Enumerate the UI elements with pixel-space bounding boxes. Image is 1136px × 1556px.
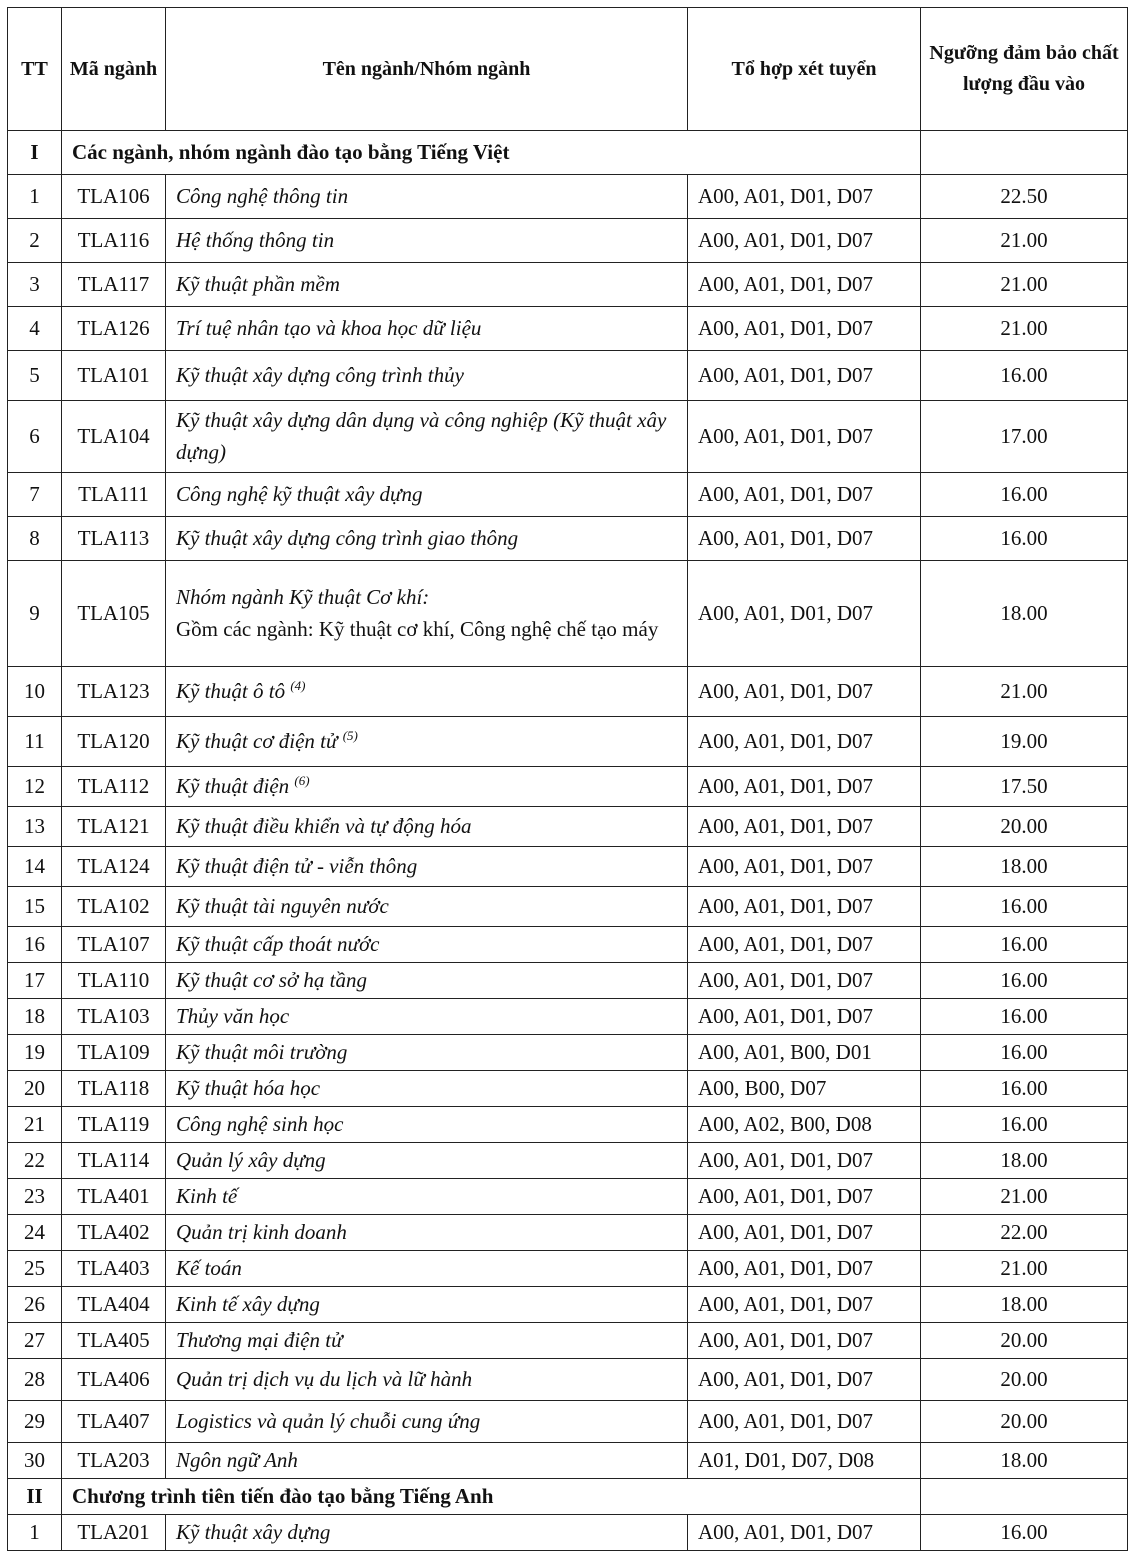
row-number: 1 (8, 1515, 62, 1551)
table-row (8, 1107, 1128, 1143)
major-name: Kỹ thuật xây dựng (176, 1519, 331, 1544)
table-row (8, 1143, 1128, 1179)
subject-combination: A00, A01, D01, D07 (688, 175, 921, 219)
subject-combination: A00, A01, D01, D07 (688, 667, 921, 717)
table-row (8, 999, 1128, 1035)
threshold-score: 21.00 (921, 219, 1128, 263)
major-name: Thương mại điện tử (176, 1327, 343, 1352)
subject-combination: A00, A02, B00, D08 (688, 1107, 921, 1143)
major-code: TLA403 (62, 1251, 166, 1287)
section-number: II (8, 1479, 62, 1515)
threshold-score: 16.00 (921, 927, 1128, 963)
subject-combination: A00, A01, D01, D07 (688, 887, 921, 927)
major-name: Kế toán (176, 1255, 242, 1280)
major-name: Kinh tế (176, 1183, 238, 1208)
major-name-cell (166, 1287, 688, 1323)
row-number: 29 (8, 1401, 62, 1443)
major-name: Kỹ thuật xây dựng công trình giao thông (176, 525, 519, 550)
threshold-score: 20.00 (921, 1323, 1128, 1359)
row-number: 28 (8, 1359, 62, 1401)
major-name-cell (166, 1179, 688, 1215)
table-row (8, 351, 1128, 401)
major-name-cell (166, 847, 688, 887)
row-number: 16 (8, 927, 62, 963)
major-name-cell (166, 175, 688, 219)
threshold-score: 16.00 (921, 1071, 1128, 1107)
major-code: TLA114 (62, 1143, 166, 1179)
major-name-cell (166, 1443, 688, 1479)
major-name-cell (166, 351, 688, 401)
row-number: 22 (8, 1143, 62, 1179)
table-row (8, 1401, 1128, 1443)
major-code: TLA112 (62, 767, 166, 807)
major-code: TLA102 (62, 887, 166, 927)
subject-combination: A00, A01, D01, D07 (688, 847, 921, 887)
threshold-score: 18.00 (921, 1287, 1128, 1323)
major-name: Kỹ thuật điện tử - viễn thông (176, 853, 418, 878)
major-name-cell (166, 887, 688, 927)
threshold-score: 18.00 (921, 847, 1128, 887)
subject-combination: A00, B00, D07 (688, 1071, 921, 1107)
table-row (8, 307, 1128, 351)
table-row (8, 1515, 1128, 1551)
table-row (8, 1179, 1128, 1215)
subject-combination: A00, A01, D01, D07 (688, 307, 921, 351)
major-name: Kỹ thuật xây dựng công trình thủy (176, 362, 464, 387)
major-name: Công nghệ sinh học (176, 1111, 344, 1136)
row-number: 20 (8, 1071, 62, 1107)
major-code: TLA404 (62, 1287, 166, 1323)
subject-combination: A00, A01, D01, D07 (688, 517, 921, 561)
major-code: TLA104 (62, 401, 166, 473)
major-name-cell (166, 767, 688, 807)
major-code: TLA406 (62, 1359, 166, 1401)
major-name-cell (166, 667, 688, 717)
threshold-score: 19.00 (921, 717, 1128, 767)
major-name: Kỹ thuật cơ điện tử (176, 728, 338, 753)
major-code: TLA109 (62, 1035, 166, 1071)
major-name-cell (166, 219, 688, 263)
table-row (8, 1443, 1128, 1479)
major-name: Kinh tế xây dựng (176, 1291, 320, 1316)
major-name: Kỹ thuật hóa học (176, 1075, 321, 1100)
major-name-cell (166, 1215, 688, 1251)
threshold-score: 18.00 (921, 1443, 1128, 1479)
major-name: Kỹ thuật ô tô (176, 678, 286, 703)
table-row (8, 847, 1128, 887)
major-code: TLA120 (62, 717, 166, 767)
major-name-detail: Gồm các ngành: Kỹ thuật cơ khí, Công nghệ chế tạo máy (176, 616, 659, 641)
subject-combination: A01, D01, D07, D08 (688, 1443, 921, 1479)
row-number: 3 (8, 263, 62, 307)
major-name: Thủy văn học (176, 1003, 290, 1028)
major-name-cell (166, 307, 688, 351)
major-name: Ngôn ngữ Anh (176, 1447, 298, 1472)
table-row (8, 175, 1128, 219)
major-name-cell (166, 1107, 688, 1143)
major-name-cell (166, 1323, 688, 1359)
major-name-cell (166, 717, 688, 767)
header-score: Ngưỡng đảm bảo chất lượng đầu vào (921, 8, 1128, 131)
major-code: TLA103 (62, 999, 166, 1035)
major-code: TLA126 (62, 307, 166, 351)
subject-combination: A00, A01, D01, D07 (688, 561, 921, 667)
subject-combination: A00, A01, D01, D07 (688, 807, 921, 847)
major-code: TLA107 (62, 927, 166, 963)
major-name: Kỹ thuật xây dựng dân dụng và công nghiệp (Kỹ thuật xây dựng) (176, 408, 667, 464)
subject-combination: A00, A01, D01, D07 (688, 401, 921, 473)
footnote-marker: (4) (290, 677, 306, 693)
threshold-score: 21.00 (921, 1179, 1128, 1215)
major-name: Quản trị dịch vụ du lịch và lữ hành (176, 1366, 473, 1391)
threshold-score: 16.00 (921, 517, 1128, 561)
major-name-cell (166, 561, 688, 667)
table-row (8, 1071, 1128, 1107)
section-title: Chương trình tiên tiến đào tạo bằng Tiếng Anh (62, 1479, 921, 1515)
header-name: Tên ngành/Nhóm ngành (166, 8, 688, 131)
major-name: Trí tuệ nhân tạo và khoa học dữ liệu (176, 315, 482, 340)
threshold-score: 16.00 (921, 999, 1128, 1035)
major-name-cell (166, 263, 688, 307)
major-name-cell (166, 1401, 688, 1443)
threshold-score: 20.00 (921, 807, 1128, 847)
threshold-score: 20.00 (921, 1401, 1128, 1443)
threshold-score: 20.00 (921, 1359, 1128, 1401)
row-number: 25 (8, 1251, 62, 1287)
section-number: I (8, 131, 62, 175)
threshold-score: 21.00 (921, 307, 1128, 351)
subject-combination: A00, A01, D01, D07 (688, 717, 921, 767)
major-name-cell (166, 963, 688, 999)
row-number: 9 (8, 561, 62, 667)
major-code: TLA124 (62, 847, 166, 887)
threshold-score: 17.00 (921, 401, 1128, 473)
subject-combination: A00, A01, D01, D07 (688, 1179, 921, 1215)
table-row (8, 1287, 1128, 1323)
threshold-score: 16.00 (921, 1107, 1128, 1143)
admission-threshold-table (7, 7, 1128, 1551)
subject-combination: A00, A01, D01, D07 (688, 1515, 921, 1551)
row-number: 12 (8, 767, 62, 807)
major-name: Kỹ thuật điều khiển và tự động hóa (176, 813, 472, 838)
major-code: TLA123 (62, 667, 166, 717)
major-name-cell (166, 473, 688, 517)
major-code: TLA119 (62, 1107, 166, 1143)
major-name-cell (166, 1035, 688, 1071)
subject-combination: A00, A01, D01, D07 (688, 927, 921, 963)
row-number: 5 (8, 351, 62, 401)
major-name: Kỹ thuật điện (176, 773, 290, 798)
major-code: TLA117 (62, 263, 166, 307)
major-code: TLA111 (62, 473, 166, 517)
subject-combination: A00, A01, D01, D07 (688, 1215, 921, 1251)
subject-combination: A00, A01, D01, D07 (688, 1401, 921, 1443)
major-code: TLA121 (62, 807, 166, 847)
table-row (8, 717, 1128, 767)
header-code: Mã ngành (62, 8, 166, 131)
table-row (8, 263, 1128, 307)
header-row (8, 8, 1128, 131)
subject-combination: A00, A01, D01, D07 (688, 473, 921, 517)
table-row (8, 927, 1128, 963)
row-number: 1 (8, 175, 62, 219)
table-row (8, 401, 1128, 473)
row-number: 17 (8, 963, 62, 999)
major-name-cell (166, 927, 688, 963)
table-row (8, 1251, 1128, 1287)
major-name: Quản lý xây dựng (176, 1147, 326, 1172)
row-number: 6 (8, 401, 62, 473)
major-code: TLA106 (62, 175, 166, 219)
row-number: 24 (8, 1215, 62, 1251)
table-row (8, 561, 1128, 667)
major-name-cell (166, 517, 688, 561)
table-row (8, 1035, 1128, 1071)
table-row (8, 667, 1128, 717)
table-body (8, 131, 1128, 1551)
section-row (8, 1479, 1128, 1515)
header-tt: TT (8, 8, 62, 131)
table-row (8, 1215, 1128, 1251)
major-name-cell (166, 999, 688, 1035)
threshold-score: 16.00 (921, 887, 1128, 927)
major-code: TLA201 (62, 1515, 166, 1551)
subject-combination: A00, A01, D01, D07 (688, 1359, 921, 1401)
threshold-score: 16.00 (921, 963, 1128, 999)
row-number: 30 (8, 1443, 62, 1479)
subject-combination: A00, A01, D01, D07 (688, 963, 921, 999)
major-code: TLA113 (62, 517, 166, 561)
table-row (8, 963, 1128, 999)
major-name-cell (166, 1515, 688, 1551)
major-code: TLA401 (62, 1179, 166, 1215)
table-row (8, 1359, 1128, 1401)
major-name: Kỹ thuật phần mềm (176, 271, 340, 296)
major-name: Công nghệ kỹ thuật xây dựng (176, 481, 423, 506)
threshold-score: 22.50 (921, 175, 1128, 219)
major-code: TLA402 (62, 1215, 166, 1251)
subject-combination: A00, A01, B00, D01 (688, 1035, 921, 1071)
major-code: TLA407 (62, 1401, 166, 1443)
major-name-cell (166, 807, 688, 847)
section-empty-cell (921, 131, 1128, 175)
major-name: Nhóm ngành Kỹ thuật Cơ khí: (176, 585, 430, 609)
row-number: 21 (8, 1107, 62, 1143)
major-name-cell (166, 1071, 688, 1107)
threshold-score: 16.00 (921, 351, 1128, 401)
header-combo: Tổ hợp xét tuyển (688, 8, 921, 131)
section-row (8, 131, 1128, 175)
subject-combination: A00, A01, D01, D07 (688, 1143, 921, 1179)
threshold-score: 22.00 (921, 1215, 1128, 1251)
major-code: TLA116 (62, 219, 166, 263)
major-name: Logistics và quản lý chuỗi cung ứng (176, 1408, 481, 1433)
subject-combination: A00, A01, D01, D07 (688, 219, 921, 263)
row-number: 7 (8, 473, 62, 517)
row-number: 10 (8, 667, 62, 717)
major-code: TLA405 (62, 1323, 166, 1359)
table-row (8, 887, 1128, 927)
row-number: 15 (8, 887, 62, 927)
threshold-score: 18.00 (921, 1143, 1128, 1179)
row-number: 23 (8, 1179, 62, 1215)
subject-combination: A00, A01, D01, D07 (688, 1287, 921, 1323)
threshold-score: 21.00 (921, 263, 1128, 307)
table-row (8, 807, 1128, 847)
major-name: Công nghệ thông tin (176, 183, 349, 208)
row-number: 4 (8, 307, 62, 351)
major-code: TLA101 (62, 351, 166, 401)
threshold-score: 18.00 (921, 561, 1128, 667)
row-number: 2 (8, 219, 62, 263)
major-name-cell (166, 1143, 688, 1179)
row-number: 27 (8, 1323, 62, 1359)
table-row (8, 517, 1128, 561)
major-name: Kỹ thuật môi trường (176, 1039, 348, 1064)
threshold-score: 16.00 (921, 473, 1128, 517)
section-empty-cell (921, 1479, 1128, 1515)
row-number: 18 (8, 999, 62, 1035)
threshold-score: 16.00 (921, 1035, 1128, 1071)
major-code: TLA105 (62, 561, 166, 667)
row-number: 19 (8, 1035, 62, 1071)
major-name-cell (166, 1359, 688, 1401)
major-code: TLA118 (62, 1071, 166, 1107)
table-row (8, 219, 1128, 263)
footnote-marker: (6) (294, 772, 310, 788)
threshold-score: 17.50 (921, 767, 1128, 807)
section-title: Các ngành, nhóm ngành đào tạo bằng Tiếng Việt (62, 131, 921, 175)
footnote-marker: (5) (342, 727, 358, 743)
major-name-cell (166, 401, 688, 473)
row-number: 11 (8, 717, 62, 767)
table-row (8, 767, 1128, 807)
table-row (8, 473, 1128, 517)
threshold-score: 16.00 (921, 1515, 1128, 1551)
subject-combination: A00, A01, D01, D07 (688, 767, 921, 807)
major-name: Kỹ thuật cơ sở hạ tầng (176, 967, 367, 992)
row-number: 8 (8, 517, 62, 561)
row-number: 14 (8, 847, 62, 887)
major-name: Kỹ thuật tài nguyên nước (176, 893, 389, 918)
row-number: 26 (8, 1287, 62, 1323)
major-code: TLA203 (62, 1443, 166, 1479)
subject-combination: A00, A01, D01, D07 (688, 999, 921, 1035)
subject-combination: A00, A01, D01, D07 (688, 351, 921, 401)
major-name: Kỹ thuật cấp thoát nước (176, 931, 380, 956)
threshold-score: 21.00 (921, 1251, 1128, 1287)
subject-combination: A00, A01, D01, D07 (688, 1251, 921, 1287)
threshold-score: 21.00 (921, 667, 1128, 717)
major-name: Hệ thống thông tin (176, 227, 335, 252)
subject-combination: A00, A01, D01, D07 (688, 1323, 921, 1359)
major-code: TLA110 (62, 963, 166, 999)
row-number: 13 (8, 807, 62, 847)
subject-combination: A00, A01, D01, D07 (688, 263, 921, 307)
major-name-cell (166, 1251, 688, 1287)
table-row (8, 1323, 1128, 1359)
major-name: Quản trị kinh doanh (176, 1219, 347, 1244)
